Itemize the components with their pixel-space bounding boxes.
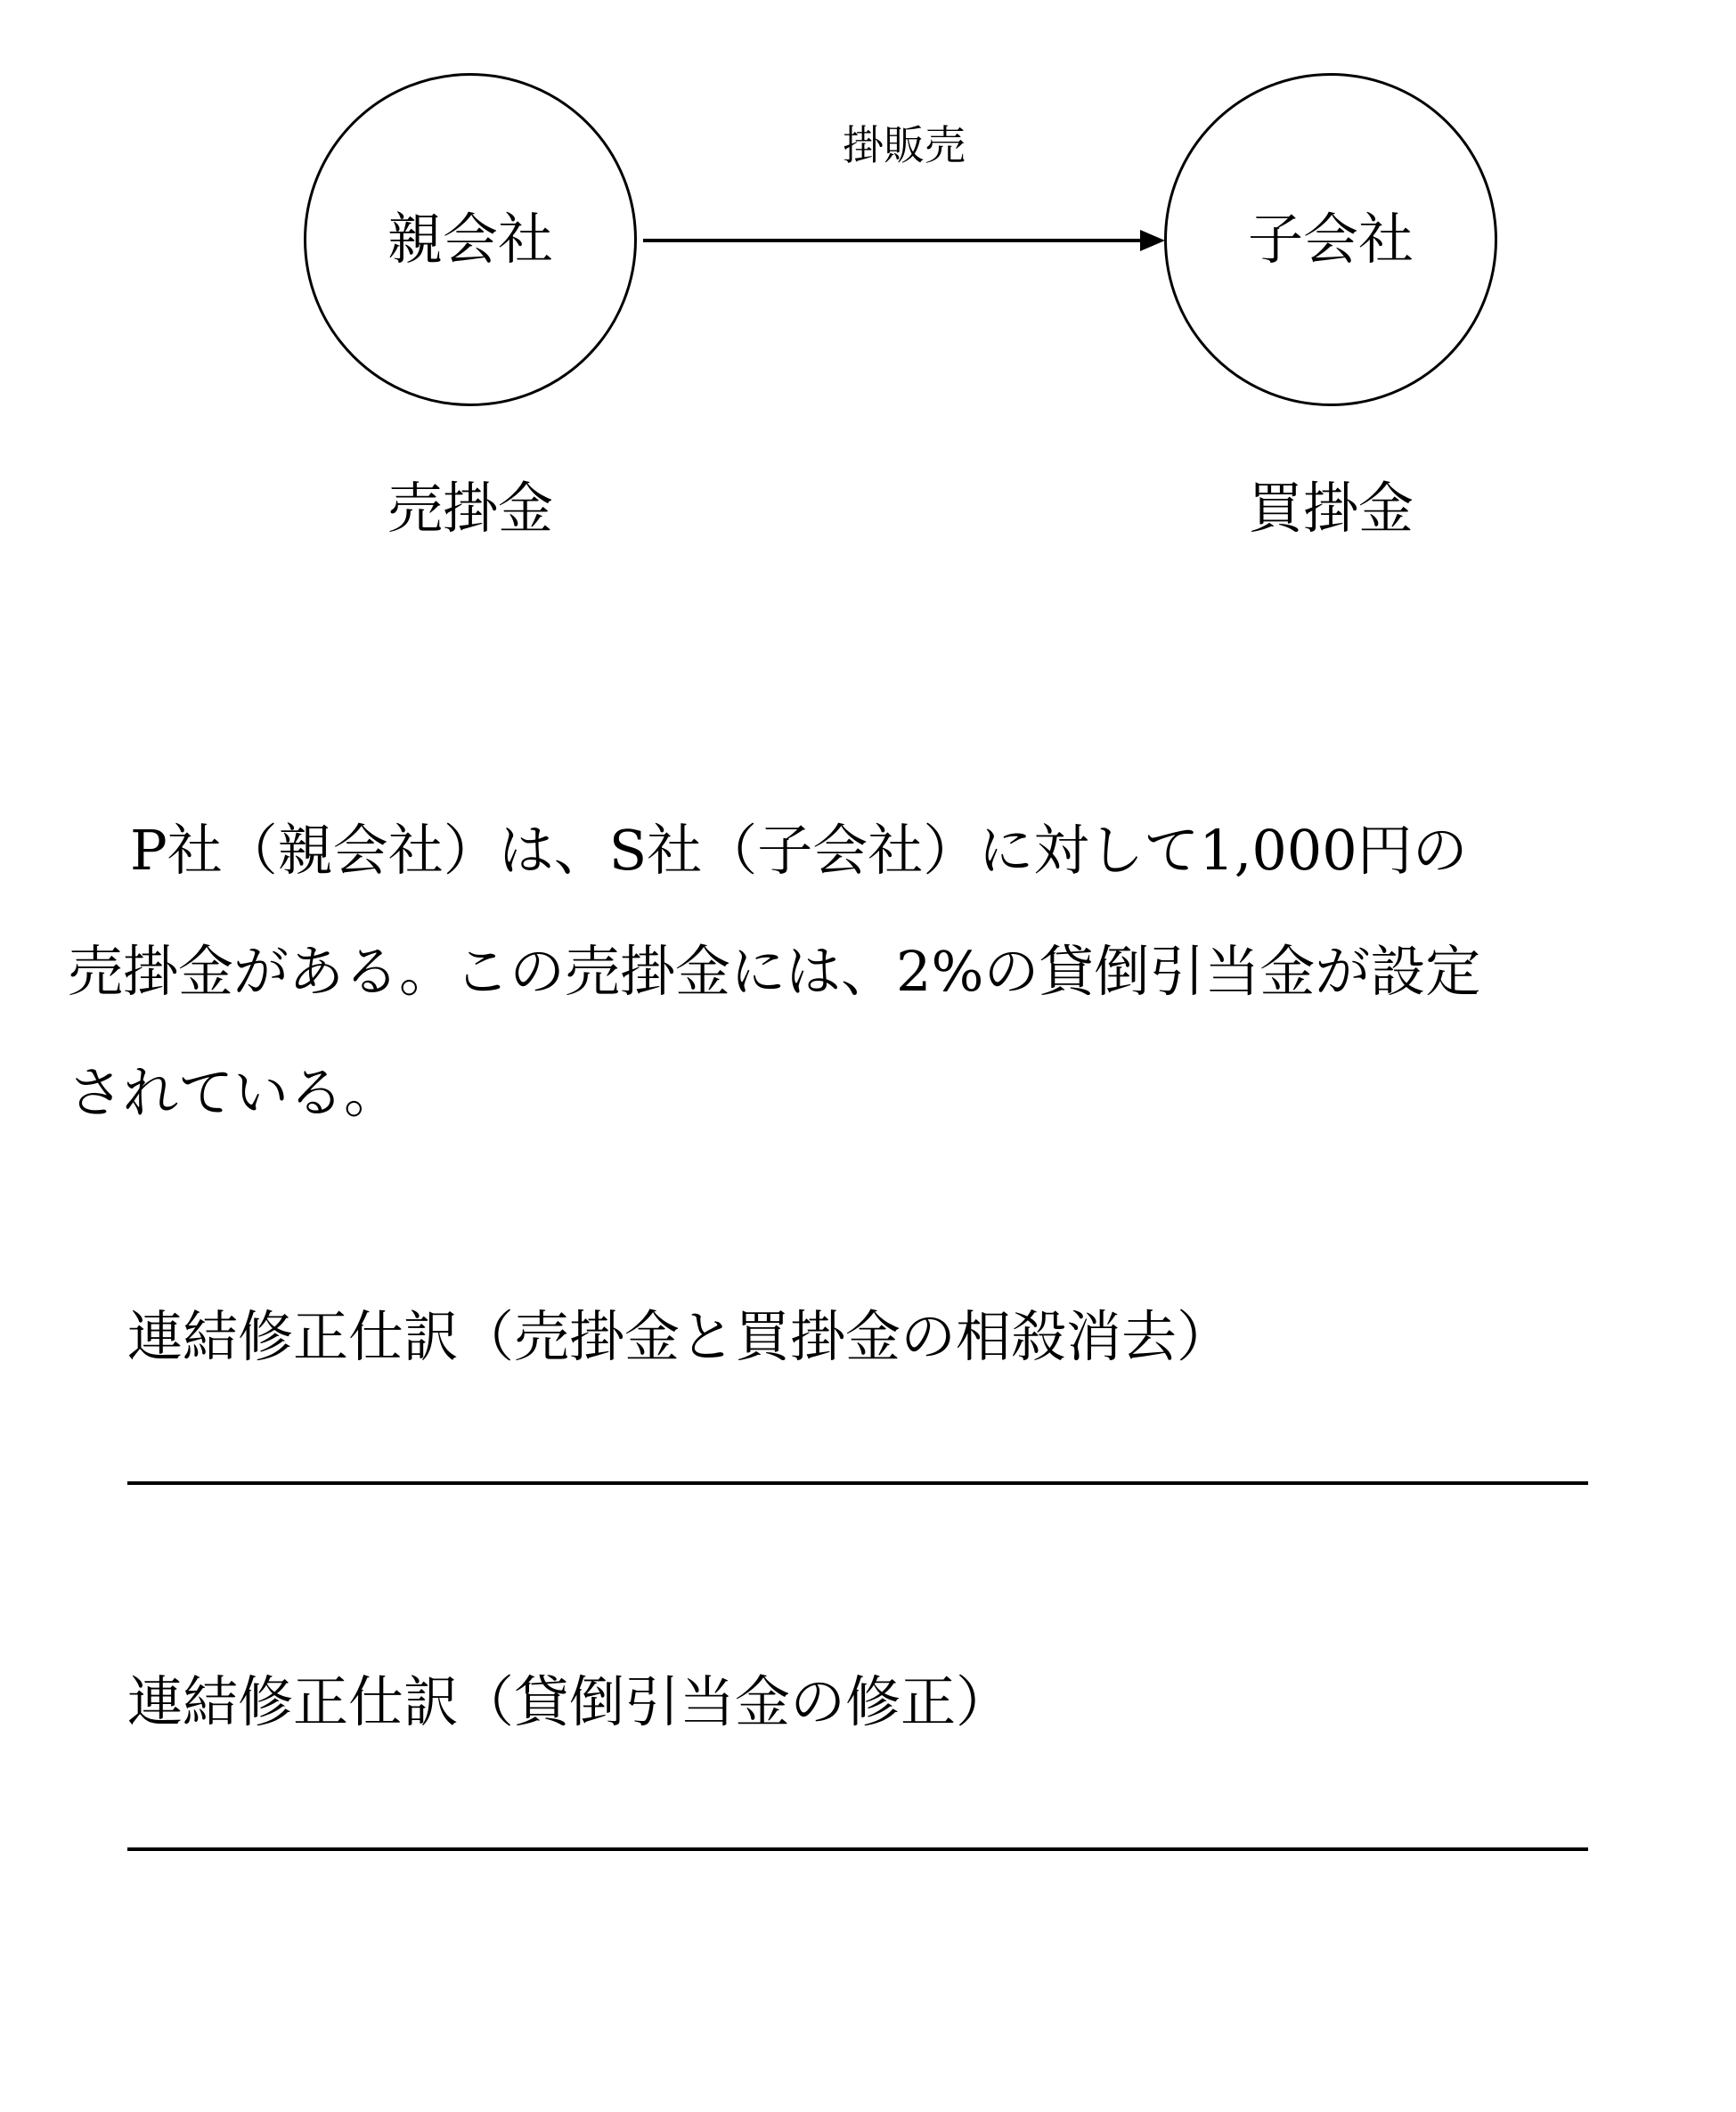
problem-line-2: 売掛金がある。この売掛金には、2%の貸倒引当金が設定 [68,939,1481,1004]
sale-arrow [641,223,1167,258]
problem-statement [68,806,1653,1170]
transaction-diagram [0,0,1736,579]
problem-line-3: されている。 [68,1060,400,1125]
transaction-label: 掛販売 [843,121,966,169]
arrow-head [1140,230,1165,251]
allowance-entry-heading: 連結修正仕訳（貸倒引当金の修正） [127,1669,1012,1734]
elimination-entry-answer-line[interactable] [127,1481,1588,1485]
problem-line-1: P社（親会社）は、S社（子会社）に対して1,000円の [130,818,1468,883]
receivable-label: 売掛金 [387,476,553,541]
child-company-label: 子会社 [1247,207,1414,272]
payable-label: 買掛金 [1247,476,1414,541]
elimination-entry-heading: 連結修正仕訳（売掛金と買掛金の相殺消去） [127,1304,1233,1369]
parent-company-label: 親会社 [387,207,553,272]
allowance-entry-answer-line[interactable] [127,1847,1588,1851]
